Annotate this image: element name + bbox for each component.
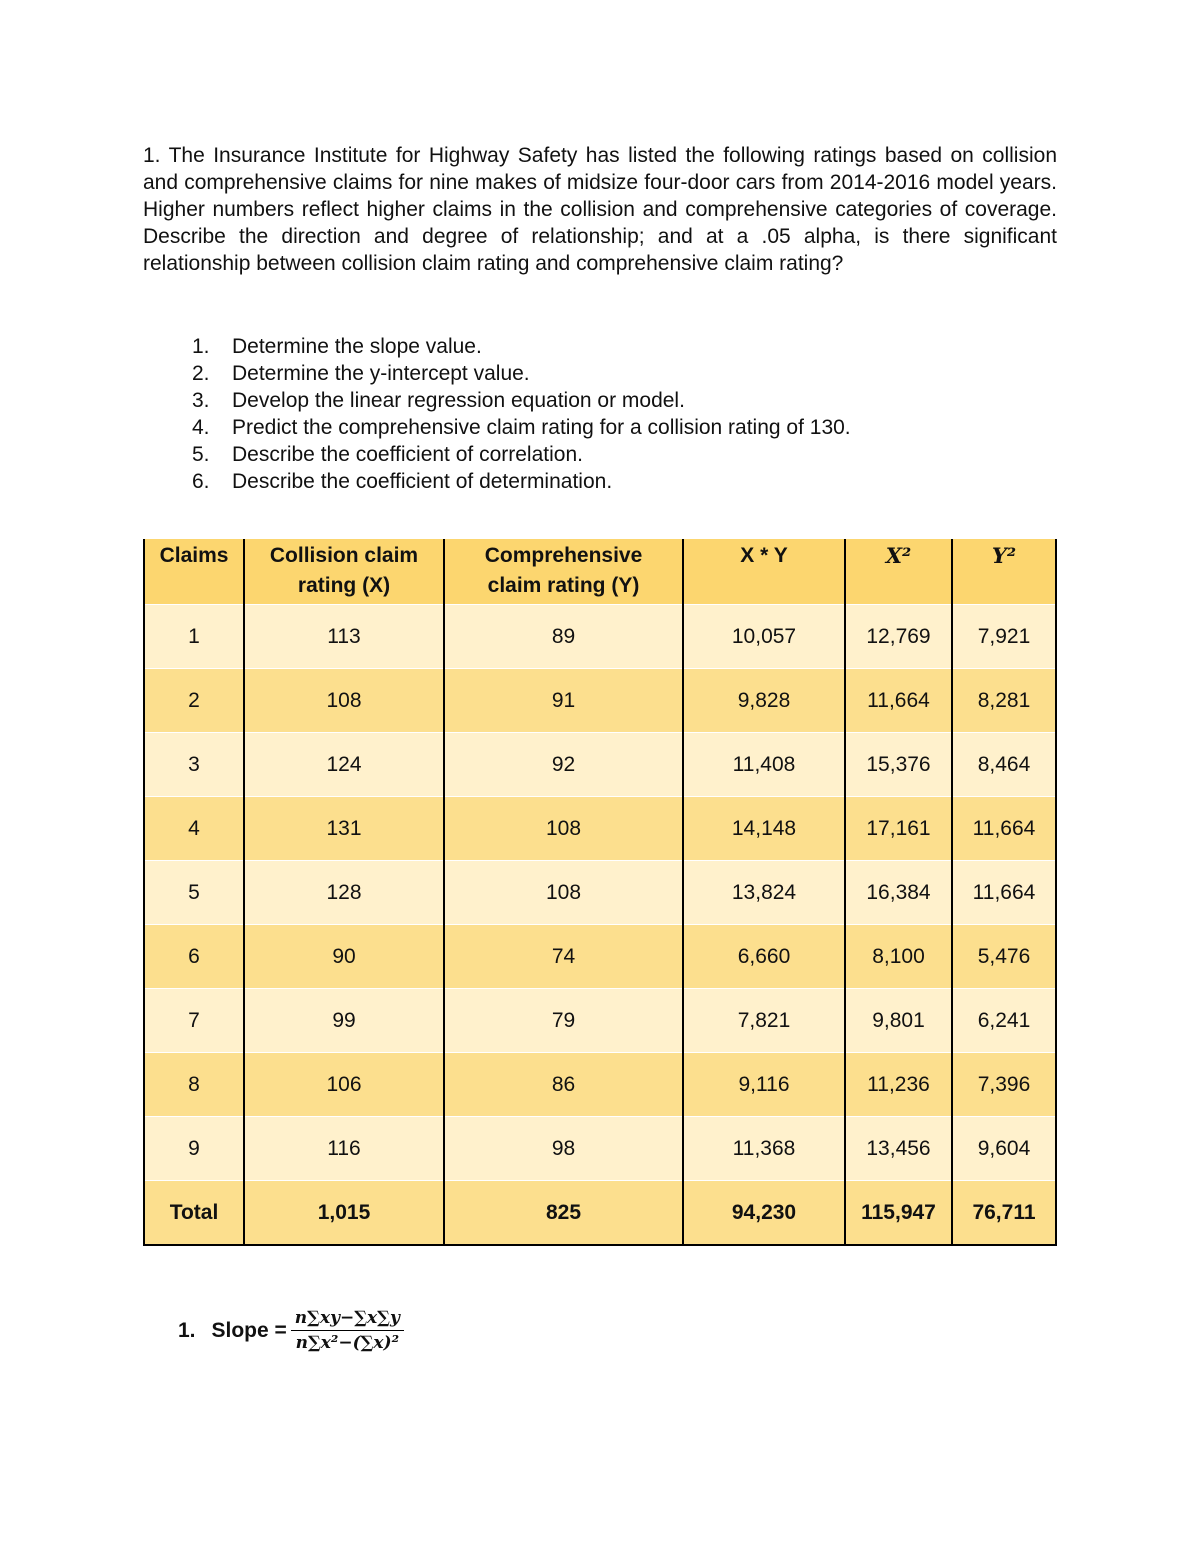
total-cell: 115,947 xyxy=(845,1181,952,1246)
list-item xyxy=(192,360,851,387)
table-cell: 9,801 xyxy=(845,989,952,1053)
task-text: Determine the slope value. xyxy=(232,335,482,358)
header-line: Collision claim xyxy=(269,544,419,567)
formula-label-text: Slope = xyxy=(211,1318,287,1342)
task-text: Predict the comprehensive claim rating for a collision rating of 130. xyxy=(232,416,851,439)
table-cell: 89 xyxy=(444,605,683,669)
fraction-numerator: n∑xy−∑x∑y xyxy=(291,1308,404,1331)
table-cell: 9,604 xyxy=(952,1117,1056,1181)
table-cell: 9,828 xyxy=(683,669,845,733)
table-cell: 9 xyxy=(144,1117,244,1181)
table-cell: 10,057 xyxy=(683,605,845,669)
total-label: Total xyxy=(144,1181,244,1246)
list-item xyxy=(192,333,851,360)
table-cell: 6,241 xyxy=(952,989,1056,1053)
table-cell: 74 xyxy=(444,925,683,989)
table-cell: 86 xyxy=(444,1053,683,1117)
header-claims: Claims xyxy=(144,539,244,605)
table-row xyxy=(144,989,1056,1053)
table-cell: 124 xyxy=(244,733,444,797)
table-cell: 11,664 xyxy=(845,669,952,733)
table-cell: 98 xyxy=(444,1117,683,1181)
table-cell: 108 xyxy=(444,797,683,861)
table-cell: 11,236 xyxy=(845,1053,952,1117)
table-cell: 2 xyxy=(144,669,244,733)
table-cell: 113 xyxy=(244,605,444,669)
table-cell: 11,408 xyxy=(683,733,845,797)
table-cell: 12,769 xyxy=(845,605,952,669)
table-cell: 11,368 xyxy=(683,1117,845,1181)
total-cell: 94,230 xyxy=(683,1181,845,1246)
total-cell: 1,015 xyxy=(244,1181,444,1246)
task-text: Develop the linear regression equation or model. xyxy=(232,389,685,412)
table-cell: 7 xyxy=(144,989,244,1053)
table-cell: 4 xyxy=(144,797,244,861)
table-cell: 11,664 xyxy=(952,797,1056,861)
total-cell: 825 xyxy=(444,1181,683,1246)
table-cell: 8,464 xyxy=(952,733,1056,797)
table-row xyxy=(144,861,1056,925)
table-row xyxy=(144,605,1056,669)
table-row xyxy=(144,669,1056,733)
table-header-row xyxy=(144,539,1056,605)
table-cell: 9,116 xyxy=(683,1053,845,1117)
table-cell: 131 xyxy=(244,797,444,861)
table-cell: 7,921 xyxy=(952,605,1056,669)
total-cell: 76,711 xyxy=(952,1181,1056,1246)
table-cell: 1 xyxy=(144,605,244,669)
table-cell: 8,100 xyxy=(845,925,952,989)
fraction-denominator: n∑x²−(∑x)² xyxy=(295,1333,400,1353)
slope-formula xyxy=(178,1308,404,1353)
table-total-row xyxy=(144,1181,1056,1246)
table-row xyxy=(144,1117,1056,1181)
list-item xyxy=(192,441,851,468)
task-number: 1. xyxy=(192,335,210,358)
table-cell: 7,396 xyxy=(952,1053,1056,1117)
task-text: Describe the coefficient of determination. xyxy=(232,470,613,493)
table-cell: 17,161 xyxy=(845,797,952,861)
header-line: claim rating (Y) xyxy=(487,574,640,597)
table-cell: 7,821 xyxy=(683,989,845,1053)
task-text: Determine the y-intercept value. xyxy=(232,362,530,385)
list-item xyxy=(192,387,851,414)
table-cell: 6 xyxy=(144,925,244,989)
table-cell: 13,824 xyxy=(683,861,845,925)
problem-statement: 1. The Insurance Institute for Highway Safety has listed the following ratings based on collision and comprehensive claims for nine makes of midsize four-door cars from 2014-2016 model years. Higher numbers reflect higher claims in the collision and comprehensive categories of coverage. Describe the direction and degree of relationship; and at a .05 alpha, is there significant relationship between collision claim rating and comprehensive claim rating? xyxy=(143,144,1057,275)
table-cell: 108 xyxy=(444,861,683,925)
table-cell: 16,384 xyxy=(845,861,952,925)
task-number: 2. xyxy=(192,362,210,385)
header-line: rating (X) xyxy=(297,574,391,597)
header-y-squared: Y² xyxy=(952,539,1056,605)
formula-number: 1. xyxy=(178,1318,196,1342)
table-cell: 3 xyxy=(144,733,244,797)
table-cell: 91 xyxy=(444,669,683,733)
table-cell: 6,660 xyxy=(683,925,845,989)
header-x-times-y: X * Y xyxy=(683,539,845,605)
table-cell: 5 xyxy=(144,861,244,925)
table-cell: 5,476 xyxy=(952,925,1056,989)
table-row xyxy=(144,925,1056,989)
task-text: Describe the coefficient of correlation. xyxy=(232,443,583,466)
table-cell: 106 xyxy=(244,1053,444,1117)
task-number: 4. xyxy=(192,416,210,439)
table-cell: 116 xyxy=(244,1117,444,1181)
table-row xyxy=(144,1053,1056,1117)
task-number: 3. xyxy=(192,389,210,412)
formula-label xyxy=(178,1319,287,1343)
table-cell: 92 xyxy=(444,733,683,797)
claims-table xyxy=(143,539,1057,1246)
task-number: 6. xyxy=(192,470,210,493)
table-cell: 8 xyxy=(144,1053,244,1117)
table-cell: 99 xyxy=(244,989,444,1053)
header-comprehensive-rating xyxy=(444,539,683,605)
table-cell: 13,456 xyxy=(845,1117,952,1181)
table-cell: 8,281 xyxy=(952,669,1056,733)
list-item xyxy=(192,414,851,441)
table-cell: 11,664 xyxy=(952,861,1056,925)
table-cell: 14,148 xyxy=(683,797,845,861)
header-collision-rating xyxy=(244,539,444,605)
table-cell: 15,376 xyxy=(845,733,952,797)
fraction xyxy=(291,1308,404,1353)
task-number: 5. xyxy=(192,443,210,466)
table-cell: 128 xyxy=(244,861,444,925)
table-cell: 90 xyxy=(244,925,444,989)
task-list xyxy=(192,333,851,495)
table-cell: 108 xyxy=(244,669,444,733)
table-row xyxy=(144,733,1056,797)
table-row xyxy=(144,797,1056,861)
list-item xyxy=(192,468,851,495)
header-x-squared: X² xyxy=(845,539,952,605)
table-cell: 79 xyxy=(444,989,683,1053)
header-line: Comprehensive xyxy=(484,544,643,567)
